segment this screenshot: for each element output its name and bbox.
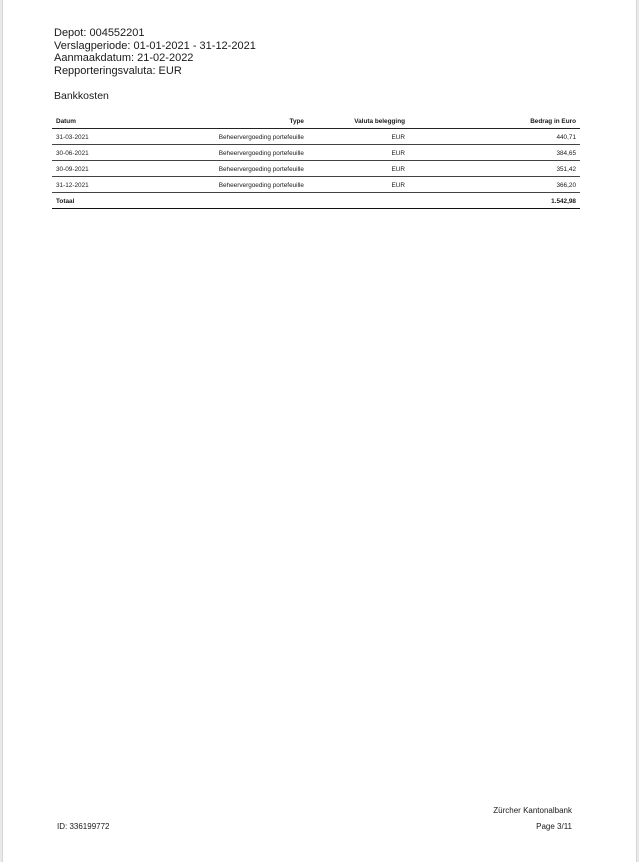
- row-date: 31-12-2021: [52, 177, 140, 193]
- table-row: [52, 177, 580, 193]
- column-header-date: Datum: [52, 114, 140, 129]
- row-amount: 351,42: [409, 161, 580, 177]
- document-page: [2, 0, 637, 862]
- row-date: 31-03-2021: [52, 129, 140, 145]
- table-header-row: [52, 114, 580, 129]
- row-currency: EUR: [308, 177, 409, 193]
- footer-document-id: ID: 336199772: [57, 822, 110, 831]
- footer-page-number: Page 3/11: [536, 822, 572, 831]
- row-amount: 440,71: [409, 129, 580, 145]
- row-type: Beheervergoeding portefeuille: [140, 145, 308, 161]
- table-total-row: [52, 193, 580, 209]
- column-header-amount: Bedrag in Euro: [409, 114, 580, 129]
- row-type: Beheervergoeding portefeuille: [140, 129, 308, 145]
- table-row: [52, 161, 580, 177]
- reporting-currency: Repporteringsvaluta: EUR: [54, 64, 182, 77]
- row-type: Beheervergoeding portefeuille: [140, 177, 308, 193]
- total-spacer: [308, 193, 409, 209]
- total-spacer: [140, 193, 308, 209]
- row-currency: EUR: [308, 161, 409, 177]
- depot-number: Depot: 004552201: [54, 27, 145, 39]
- row-type: Beheervergoeding portefeuille: [140, 161, 308, 177]
- row-amount: 366,20: [409, 177, 580, 193]
- table-row: [52, 129, 580, 145]
- footer-bank-name: Zürcher Kantonalbank: [493, 806, 572, 815]
- row-currency: EUR: [308, 129, 409, 145]
- row-amount: 384,65: [409, 145, 580, 161]
- column-header-type: Type: [140, 114, 308, 129]
- table-row: [52, 145, 580, 161]
- row-date: 30-09-2021: [52, 161, 140, 177]
- row-currency: EUR: [308, 145, 409, 161]
- total-label: Totaal: [52, 193, 140, 209]
- section-title: Bankkosten: [54, 90, 109, 102]
- creation-date: Aanmaakdatum: 21-02-2022: [54, 52, 194, 64]
- bank-costs-table: [52, 114, 580, 209]
- row-date: 30-06-2021: [52, 145, 140, 161]
- total-amount: 1.542,98: [409, 193, 580, 209]
- depot-header: [54, 27, 256, 77]
- column-header-currency: Valuta belegging: [308, 114, 409, 129]
- report-period: Verslagperiode: 01-01-2021 - 31-12-2021: [54, 39, 256, 52]
